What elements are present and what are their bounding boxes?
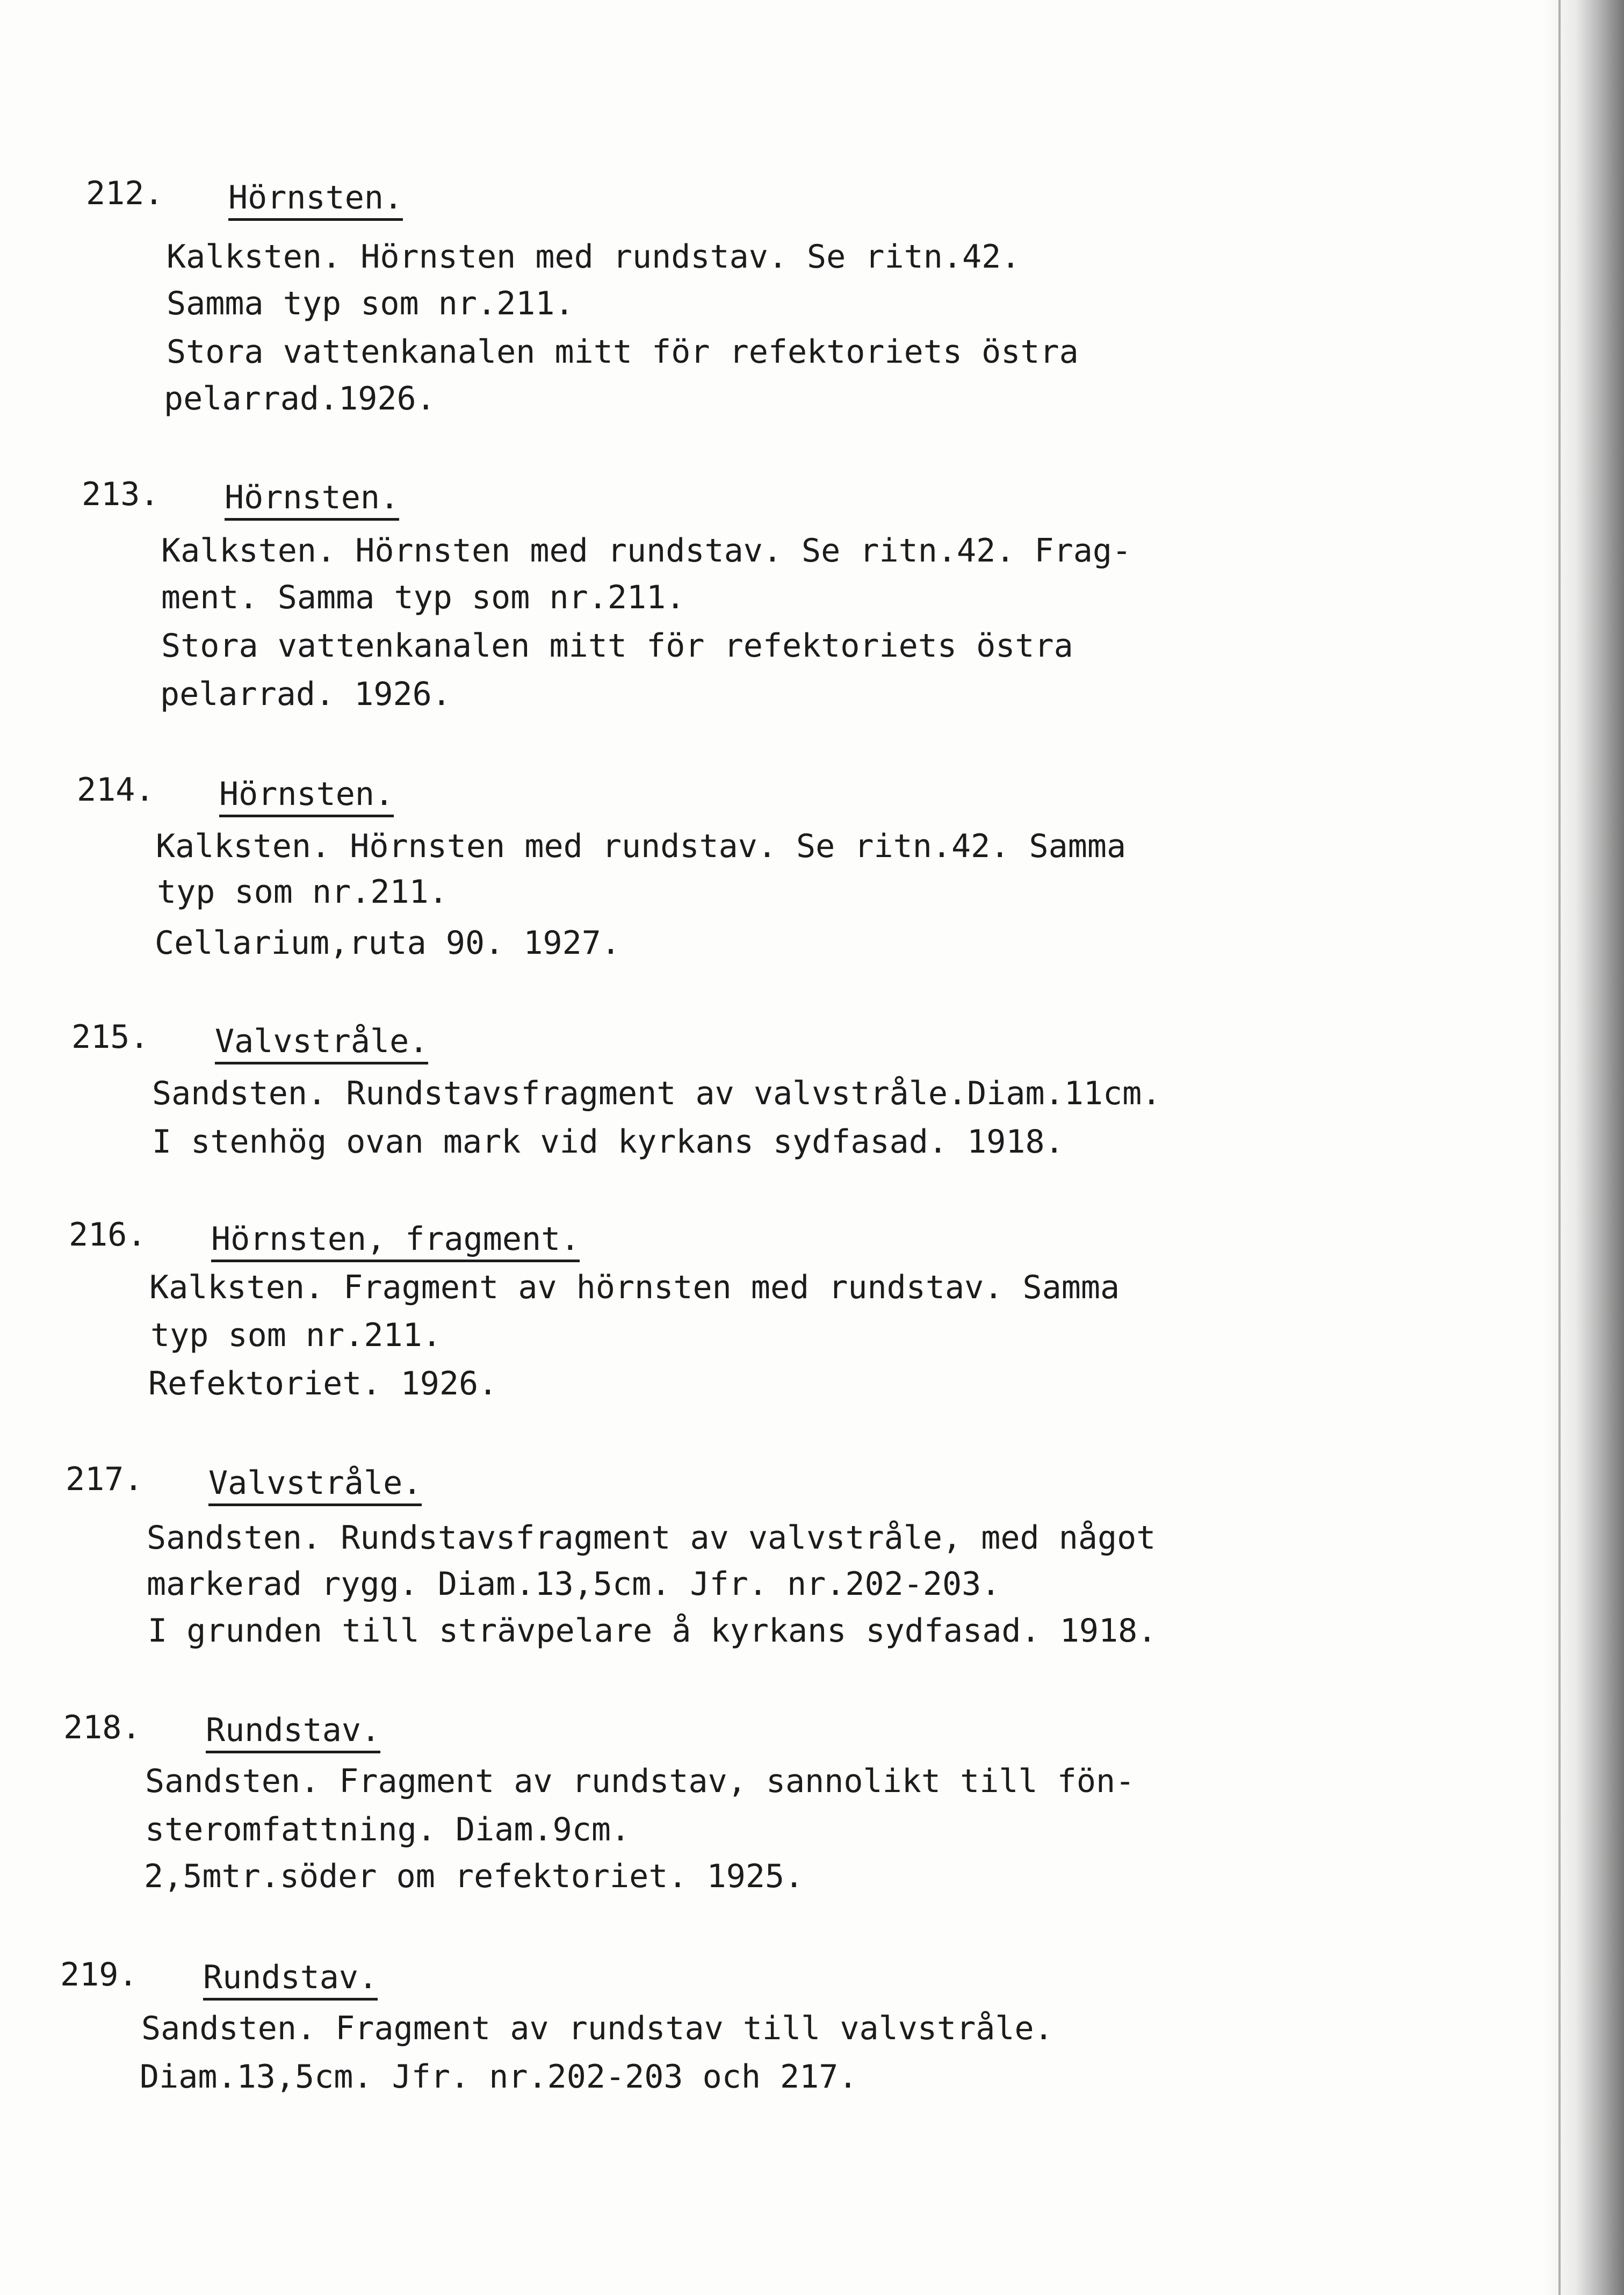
entry-number: 216. xyxy=(69,1216,147,1254)
entry-line: steromfattning. Diam.9cm. xyxy=(145,1811,631,1848)
entry-title: Rundstav. xyxy=(203,1961,378,2001)
entry-line: Sandsten. Rundstavsfragment av valvstråle.Diam.11cm. xyxy=(152,1075,1161,1112)
entry-line: pelarrad. 1926. xyxy=(160,675,451,713)
entry-number: 219. xyxy=(60,1956,138,1994)
entry-line: Stora vattenkanalen mitt för refektoriets östra xyxy=(167,333,1079,371)
entry-line: Kalksten. Hörnsten med rundstav. Se ritn.42. xyxy=(167,238,1021,276)
entry-line: I grunden till strävpelare å kyrkans sydfasad. 1918. xyxy=(148,1612,1157,1650)
entry-line: Stora vattenkanalen mitt för refektoriets östra xyxy=(161,627,1073,665)
entry-title: Rundstav. xyxy=(206,1714,380,1753)
entry-line: pelarrad.1926. xyxy=(164,380,436,418)
page-edge-line xyxy=(1558,0,1561,2295)
entry-line: typ som nr.211. xyxy=(150,1316,442,1354)
entry-line: Samma typ som nr.211. xyxy=(167,285,574,322)
entry-title: Valvstråle. xyxy=(208,1467,422,1506)
entry-line: Kalksten. Hörnsten med rundstav. Se ritn.42. Samma xyxy=(156,828,1127,865)
entry-number: 213. xyxy=(82,476,160,513)
entry-number: 218. xyxy=(63,1709,141,1746)
entry-line: typ som nr.211. xyxy=(157,873,448,911)
entry-title: Hörnsten, fragment. xyxy=(211,1223,580,1262)
page-edge-shadow xyxy=(1543,0,1624,2295)
entry-line: Kalksten. Hörnsten med rundstav. Se ritn.42. Frag- xyxy=(161,532,1132,570)
entry-line: I stenhög ovan mark vid kyrkans sydfasad. 1918. xyxy=(152,1123,1064,1161)
entry-line: Refektoriet. 1926. xyxy=(148,1365,498,1402)
entry-line: Kalksten. Fragment av hörnsten med rundstav. Samma xyxy=(149,1269,1120,1306)
entry-title: Hörnsten. xyxy=(219,778,394,817)
entry-line: markerad rygg. Diam.13,5cm. Jfr. nr.202-203. xyxy=(147,1565,1001,1603)
entry-title: Valvstråle. xyxy=(215,1025,428,1064)
entry-number: 215. xyxy=(71,1018,149,1056)
entry-number: 214. xyxy=(77,771,155,809)
entry-line: Sandsten. Fragment av rundstav till valvstråle. xyxy=(141,2010,1053,2047)
entry-line: 2,5mtr.söder om refektoriet. 1925. xyxy=(144,1858,804,1895)
entry-number: 212. xyxy=(86,175,164,212)
entry-line: Diam.13,5cm. Jfr. nr.202-203 och 217. xyxy=(140,2058,858,2096)
entry-line: Sandsten. Rundstavsfragment av valvstråle, med något xyxy=(147,1519,1156,1557)
entry-line: Cellarium,ruta 90. 1927. xyxy=(155,924,620,962)
entry-line: Sandsten. Fragment av rundstav, sannolikt till fön- xyxy=(145,1762,1135,1800)
entry-line: ment. Samma typ som nr.211. xyxy=(161,579,685,616)
entry-title: Hörnsten. xyxy=(228,182,403,221)
entry-title: Hörnsten. xyxy=(225,481,399,521)
entry-number: 217. xyxy=(66,1461,143,1498)
